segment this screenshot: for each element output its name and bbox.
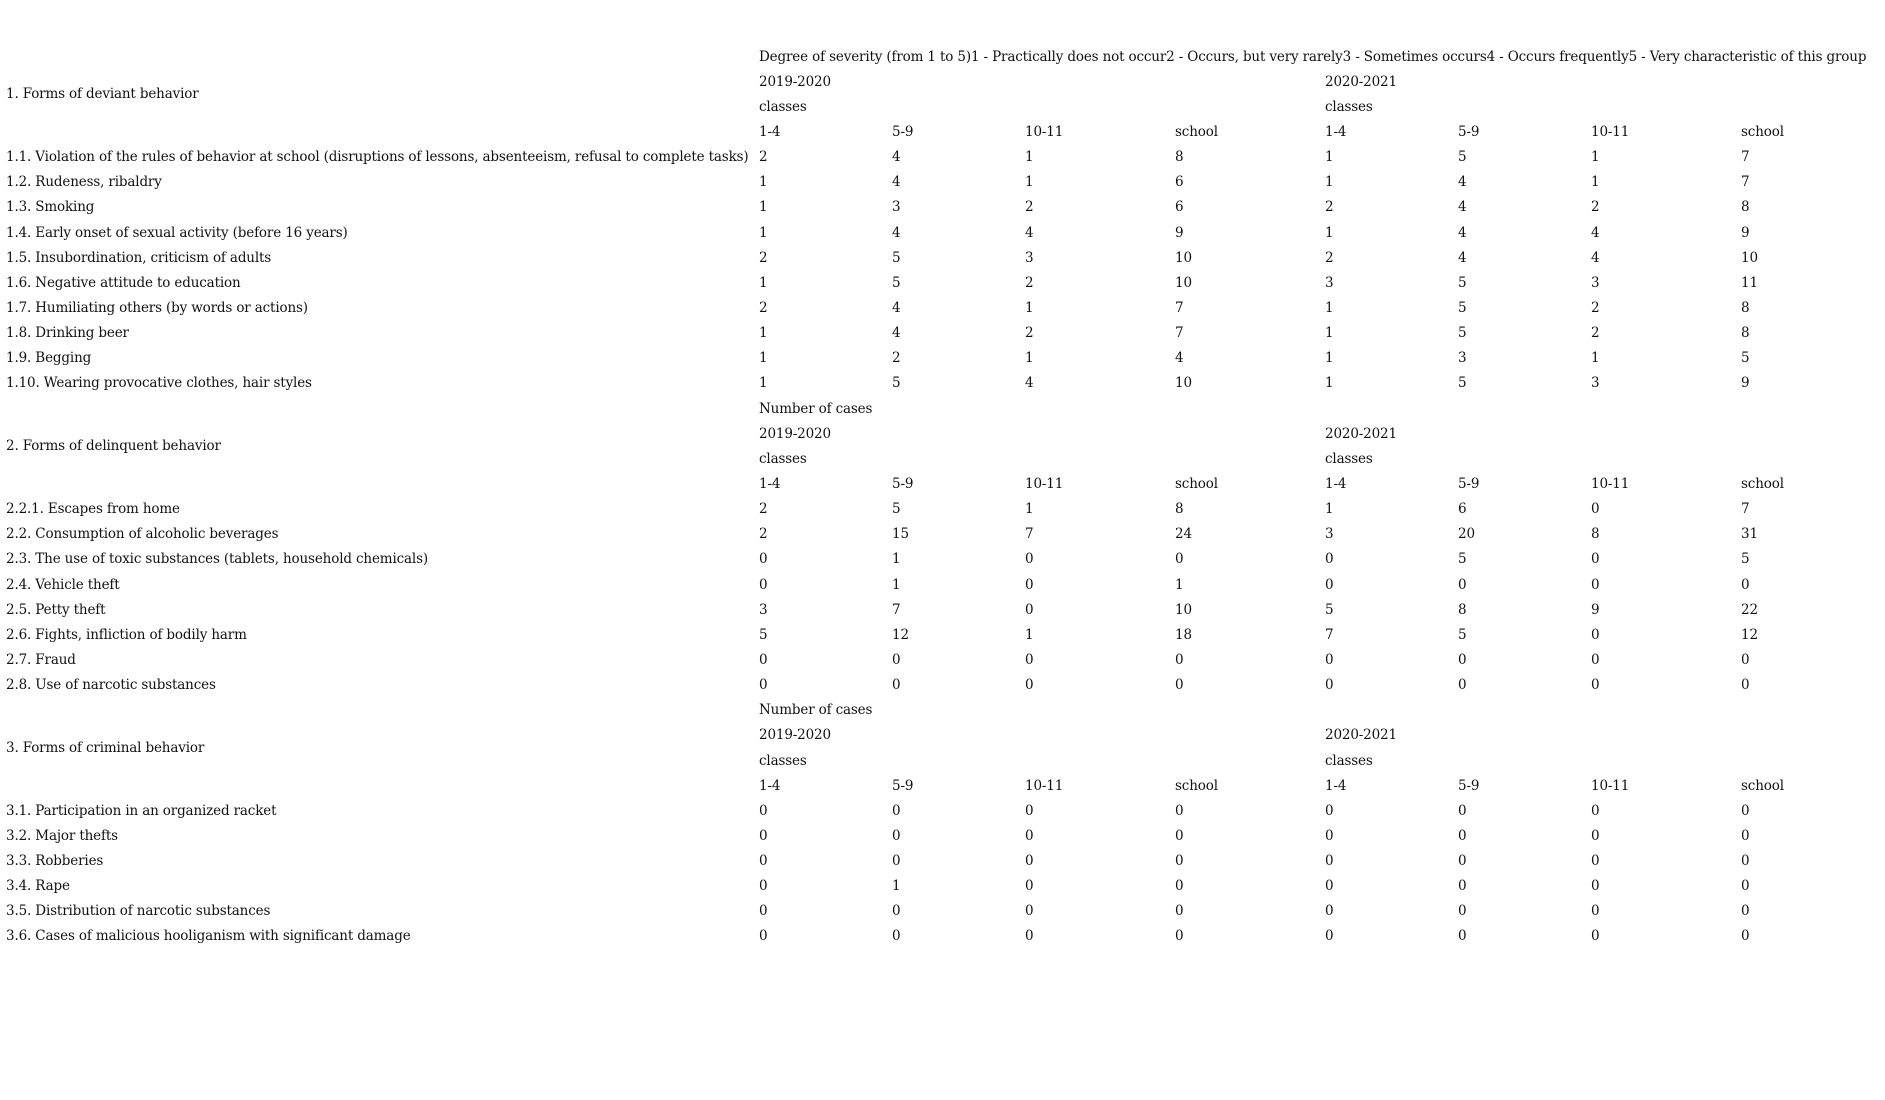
- year-label: 2019-2020: [759, 73, 831, 90]
- classes-label: classes: [759, 98, 807, 115]
- row-value: 3: [1325, 526, 1334, 543]
- row-value: 1: [759, 325, 768, 342]
- row-value: 0: [1175, 878, 1184, 895]
- row-value: 8: [1741, 199, 1750, 216]
- row-value: 0: [1025, 903, 1034, 920]
- row-value: 1: [1325, 501, 1334, 518]
- row-label: 3.4. Rape: [6, 878, 70, 895]
- row-value: 0: [1325, 677, 1334, 694]
- row-value: 0: [892, 651, 901, 668]
- row-label: 2.4. Vehicle theft: [6, 576, 120, 593]
- row-value: 10: [1175, 249, 1192, 266]
- year-label: 2020-2021: [1325, 73, 1397, 90]
- column-header: school: [1741, 123, 1784, 140]
- table-row: [6, 823, 1883, 848]
- row-value: 2: [1591, 299, 1600, 316]
- row-value: 0: [1458, 928, 1467, 945]
- row-value: 0: [1591, 501, 1600, 518]
- row-value: 9: [1741, 375, 1750, 392]
- row-value: 0: [759, 551, 768, 568]
- row-value: 0: [1741, 928, 1750, 945]
- row-value: 5: [892, 375, 901, 392]
- row-value: 0: [1591, 878, 1600, 895]
- row-value: 0: [1025, 677, 1034, 694]
- row-value: 3: [759, 601, 768, 618]
- row-value: 8: [1175, 501, 1184, 518]
- row-value: 4: [892, 224, 901, 241]
- row-value: 0: [1458, 651, 1467, 668]
- section-caption: Degree of severity (from 1 to 5)1 - Practically does not occur2 - Occurs, but very rarely3 - Sometimes occurs4 - Occurs frequently5 - Very characteristic of this group: [759, 48, 1867, 65]
- section-caption-row: [6, 44, 1883, 69]
- row-value: 8: [1741, 325, 1750, 342]
- table-row: [6, 295, 1883, 320]
- section-caption: Number of cases: [759, 702, 873, 719]
- row-value: 5: [1458, 299, 1467, 316]
- row-value: 4: [1458, 249, 1467, 266]
- row-value: 1: [1025, 501, 1034, 518]
- row-label: 2.2. Consumption of alcoholic beverages: [6, 526, 279, 543]
- row-value: 4: [1591, 249, 1600, 266]
- row-label: 1.6. Negative attitude to education: [6, 274, 241, 291]
- year-label: 2020-2021: [1325, 425, 1397, 442]
- year-label: 2019-2020: [759, 727, 831, 744]
- row-value: 7: [1325, 626, 1334, 643]
- row-value: 8: [1175, 149, 1184, 166]
- row-value: 1: [892, 878, 901, 895]
- row-value: 0: [1325, 853, 1334, 870]
- row-value: 1: [1325, 350, 1334, 367]
- row-value: 0: [759, 576, 768, 593]
- row-value: 6: [1175, 174, 1184, 191]
- column-header: school: [1175, 475, 1218, 492]
- column-header: 5-9: [892, 777, 914, 794]
- row-value: 0: [1025, 576, 1034, 593]
- row-label: 1.5. Insubordination, criticism of adults: [6, 249, 272, 266]
- row-value: 0: [1591, 903, 1600, 920]
- row-value: 5: [1458, 149, 1467, 166]
- row-value: 6: [1458, 501, 1467, 518]
- row-value: 1: [759, 224, 768, 241]
- row-value: 1: [1025, 350, 1034, 367]
- table-row: [6, 874, 1883, 899]
- row-value: 0: [1325, 651, 1334, 668]
- classes-label: classes: [759, 752, 807, 769]
- column-header: 1-4: [1325, 123, 1347, 140]
- table-row: [6, 899, 1883, 924]
- row-value: 20: [1458, 526, 1475, 543]
- row-value: 0: [759, 651, 768, 668]
- row-label: 1.9. Begging: [6, 350, 92, 367]
- row-value: 0: [1741, 576, 1750, 593]
- row-label: 3.1. Participation in an organized racket: [6, 802, 277, 819]
- row-value: 8: [1591, 526, 1600, 543]
- row-label: 1.2. Rudeness, ribaldry: [6, 174, 162, 191]
- row-value: 0: [1325, 903, 1334, 920]
- row-value: 1: [1325, 375, 1334, 392]
- row-value: 3: [1325, 274, 1334, 291]
- row-value: 0: [759, 827, 768, 844]
- row-value: 0: [1025, 827, 1034, 844]
- row-value: 2: [1325, 249, 1334, 266]
- classes-label: classes: [759, 450, 807, 467]
- row-value: 1: [1325, 299, 1334, 316]
- column-header: 5-9: [1458, 123, 1480, 140]
- row-value: 2: [1591, 325, 1600, 342]
- row-value: 0: [892, 853, 901, 870]
- row-label: 2.6. Fights, infliction of bodily harm: [6, 626, 247, 643]
- row-value: 24: [1175, 526, 1192, 543]
- row-value: 22: [1741, 601, 1758, 618]
- row-value: 0: [1175, 827, 1184, 844]
- column-header: 1-4: [759, 777, 781, 794]
- column-header: 5-9: [1458, 475, 1480, 492]
- row-value: 7: [1741, 149, 1750, 166]
- row-label: 2.8. Use of narcotic substances: [6, 677, 216, 694]
- column-header: school: [1175, 123, 1218, 140]
- table-row: [6, 522, 1883, 547]
- column-header: 1-4: [1325, 777, 1347, 794]
- section-title: 2. Forms of delinquent behavior: [6, 438, 221, 455]
- row-value: 2: [1025, 274, 1034, 291]
- row-value: 4: [892, 299, 901, 316]
- row-value: 0: [759, 677, 768, 694]
- row-value: 12: [1741, 626, 1758, 643]
- row-value: 0: [1175, 651, 1184, 668]
- row-value: 1: [1325, 224, 1334, 241]
- row-value: 0: [1741, 903, 1750, 920]
- row-value: 2: [1025, 199, 1034, 216]
- table-row: [6, 622, 1883, 647]
- row-value: 0: [1591, 626, 1600, 643]
- table-row: [6, 497, 1883, 522]
- table-row: [6, 572, 1883, 597]
- row-value: 4: [1458, 174, 1467, 191]
- table-row: [6, 145, 1883, 170]
- row-value: 1: [1025, 299, 1034, 316]
- year-label: 2019-2020: [759, 425, 831, 442]
- row-value: 2: [1591, 199, 1600, 216]
- row-value: 4: [1591, 224, 1600, 241]
- column-header: school: [1741, 777, 1784, 794]
- row-value: 12: [892, 626, 909, 643]
- row-value: 0: [759, 928, 768, 945]
- table-body: [6, 44, 1883, 949]
- row-label: 1.3. Smoking: [6, 199, 95, 216]
- row-value: 0: [1458, 802, 1467, 819]
- row-value: 11: [1741, 274, 1758, 291]
- row-value: 0: [1025, 551, 1034, 568]
- row-value: 0: [1025, 853, 1034, 870]
- row-value: 5: [1458, 375, 1467, 392]
- table-row: [6, 798, 1883, 823]
- row-value: 2: [759, 299, 768, 316]
- row-value: 1: [1591, 350, 1600, 367]
- row-value: 0: [1458, 576, 1467, 593]
- row-value: 0: [1741, 677, 1750, 694]
- row-value: 1: [759, 199, 768, 216]
- row-value: 1: [759, 174, 768, 191]
- row-value: 0: [1458, 827, 1467, 844]
- row-value: 9: [1591, 601, 1600, 618]
- row-value: 5: [1458, 325, 1467, 342]
- column-header: 5-9: [892, 123, 914, 140]
- row-value: 3: [892, 199, 901, 216]
- row-value: 0: [1025, 802, 1034, 819]
- section-caption-row: [6, 698, 1883, 723]
- row-value: 5: [892, 274, 901, 291]
- row-value: 0: [1025, 651, 1034, 668]
- row-value: 0: [892, 677, 901, 694]
- column-header: 5-9: [1458, 777, 1480, 794]
- row-value: 5: [1325, 601, 1334, 618]
- row-value: 4: [892, 325, 901, 342]
- row-value: 6: [1175, 199, 1184, 216]
- row-label: 2.2.1. Escapes from home: [6, 501, 180, 518]
- column-header: 10-11: [1025, 123, 1064, 140]
- row-value: 5: [1741, 551, 1750, 568]
- row-value: 1: [1025, 174, 1034, 191]
- row-label: 3.5. Distribution of narcotic substances: [6, 903, 271, 920]
- row-value: 1: [1325, 325, 1334, 342]
- row-label: 2.5. Petty theft: [6, 601, 106, 618]
- classes-label: classes: [1325, 98, 1373, 115]
- row-value: 1: [1025, 626, 1034, 643]
- row-value: 5: [1458, 274, 1467, 291]
- row-value: 1: [1591, 149, 1600, 166]
- row-value: 4: [1025, 224, 1034, 241]
- table-row: [6, 371, 1883, 396]
- row-label: 1.8. Drinking beer: [6, 325, 129, 342]
- row-value: 5: [759, 626, 768, 643]
- row-value: 3: [1458, 350, 1467, 367]
- row-value: 2: [1325, 199, 1334, 216]
- row-value: 4: [1458, 224, 1467, 241]
- row-value: 3: [1591, 375, 1600, 392]
- row-value: 0: [1325, 827, 1334, 844]
- row-label: 1.1. Violation of the rules of behavior at school (disruptions of lessons, absenteeism, refusal to complete tasks): [6, 149, 749, 166]
- row-value: 8: [1458, 601, 1467, 618]
- row-value: 0: [892, 802, 901, 819]
- column-header: 10-11: [1591, 475, 1630, 492]
- row-value: 0: [1591, 853, 1600, 870]
- table-row: [6, 597, 1883, 622]
- table-row: [6, 270, 1883, 295]
- row-value: 8: [1741, 299, 1750, 316]
- table-row: [6, 547, 1883, 572]
- row-value: 1: [759, 375, 768, 392]
- row-value: 0: [759, 853, 768, 870]
- behavior-statistics-table: [6, 44, 1883, 949]
- classes-label: classes: [1325, 752, 1373, 769]
- row-value: 0: [759, 878, 768, 895]
- section-title: 3. Forms of criminal behavior: [6, 739, 205, 756]
- row-value: 1: [1325, 174, 1334, 191]
- table-row: [6, 170, 1883, 195]
- row-value: 0: [1175, 677, 1184, 694]
- row-value: 4: [892, 149, 901, 166]
- row-value: 1: [892, 576, 901, 593]
- row-value: 4: [892, 174, 901, 191]
- row-value: 5: [892, 249, 901, 266]
- row-value: 10: [1741, 249, 1758, 266]
- row-value: 10: [1175, 601, 1192, 618]
- row-value: 7: [1175, 299, 1184, 316]
- row-label: 3.6. Cases of malicious hooliganism with significant damage: [6, 928, 411, 945]
- row-value: 1: [1591, 174, 1600, 191]
- row-value: 0: [1325, 878, 1334, 895]
- row-value: 1: [759, 274, 768, 291]
- column-header: 10-11: [1591, 123, 1630, 140]
- section-title: 1. Forms of deviant behavior: [6, 86, 199, 103]
- row-value: 4: [1025, 375, 1034, 392]
- row-value: 0: [1325, 802, 1334, 819]
- column-header: 1-4: [759, 475, 781, 492]
- row-value: 0: [1175, 853, 1184, 870]
- row-value: 0: [1591, 928, 1600, 945]
- row-value: 0: [1325, 551, 1334, 568]
- column-header: 10-11: [1591, 777, 1630, 794]
- row-label: 1.7. Humiliating others (by words or actions): [6, 299, 308, 316]
- row-value: 2: [759, 249, 768, 266]
- section-caption: Number of cases: [759, 400, 873, 417]
- row-value: 0: [1025, 601, 1034, 618]
- row-value: 0: [1175, 903, 1184, 920]
- row-value: 0: [1458, 903, 1467, 920]
- row-value: 0: [1741, 853, 1750, 870]
- table-row: [6, 673, 1883, 698]
- row-value: 0: [1591, 827, 1600, 844]
- row-value: 0: [1175, 802, 1184, 819]
- row-value: 0: [1591, 802, 1600, 819]
- row-value: 2: [892, 350, 901, 367]
- row-value: 0: [1025, 928, 1034, 945]
- row-value: 0: [1741, 827, 1750, 844]
- row-value: 3: [1025, 249, 1034, 266]
- row-value: 31: [1741, 526, 1758, 543]
- column-header: 1-4: [759, 123, 781, 140]
- table-row: [6, 647, 1883, 672]
- row-value: 3: [1591, 274, 1600, 291]
- row-value: 1: [1175, 576, 1184, 593]
- row-value: 1: [892, 551, 901, 568]
- table-row: [6, 924, 1883, 949]
- row-value: 4: [1458, 199, 1467, 216]
- row-value: 0: [1591, 677, 1600, 694]
- row-value: 0: [1458, 853, 1467, 870]
- row-label: 1.4. Early onset of sexual activity (before 16 years): [6, 224, 348, 241]
- column-header: school: [1741, 475, 1784, 492]
- table-row: [6, 245, 1883, 270]
- row-value: 5: [1741, 350, 1750, 367]
- row-value: 0: [1741, 802, 1750, 819]
- row-label: 2.3. The use of toxic substances (tablets, household chemicals): [6, 551, 428, 568]
- year-label: 2020-2021: [1325, 727, 1397, 744]
- table-row: [6, 220, 1883, 245]
- row-value: 0: [1591, 576, 1600, 593]
- row-value: 15: [892, 526, 909, 543]
- row-value: 5: [1458, 551, 1467, 568]
- row-value: 0: [1175, 928, 1184, 945]
- column-header: school: [1175, 777, 1218, 794]
- table-row: [6, 849, 1883, 874]
- row-value: 7: [1741, 174, 1750, 191]
- row-value: 2: [759, 149, 768, 166]
- row-value: 9: [1741, 224, 1750, 241]
- row-value: 2: [1025, 325, 1034, 342]
- row-value: 5: [892, 501, 901, 518]
- row-value: 0: [1325, 928, 1334, 945]
- row-label: 3.3. Robberies: [6, 853, 104, 870]
- row-value: 0: [892, 827, 901, 844]
- row-value: 0: [892, 928, 901, 945]
- row-value: 7: [892, 601, 901, 618]
- section-caption-row: [6, 396, 1883, 421]
- row-value: 0: [1325, 576, 1334, 593]
- table-row: [6, 321, 1883, 346]
- row-value: 0: [1741, 651, 1750, 668]
- row-value: 4: [1175, 350, 1184, 367]
- row-value: 9: [1175, 224, 1184, 241]
- table-row: [6, 346, 1883, 371]
- row-value: 0: [1741, 878, 1750, 895]
- row-label: 1.10. Wearing provocative clothes, hair styles: [6, 375, 312, 392]
- row-value: 18: [1175, 626, 1192, 643]
- row-value: 0: [1458, 878, 1467, 895]
- row-value: 0: [1458, 677, 1467, 694]
- row-value: 5: [1458, 626, 1467, 643]
- row-value: 0: [1591, 651, 1600, 668]
- classes-label: classes: [1325, 450, 1373, 467]
- column-header: 5-9: [892, 475, 914, 492]
- row-value: 1: [1325, 149, 1334, 166]
- row-value: 0: [1175, 551, 1184, 568]
- row-value: 1: [759, 350, 768, 367]
- row-label: 3.2. Major thefts: [6, 827, 118, 844]
- row-value: 7: [1025, 526, 1034, 543]
- row-value: 1: [1025, 149, 1034, 166]
- row-value: 0: [1025, 878, 1034, 895]
- row-value: 7: [1175, 325, 1184, 342]
- row-value: 7: [1741, 501, 1750, 518]
- table-row: [6, 195, 1883, 220]
- row-value: 2: [759, 501, 768, 518]
- row-value: 0: [759, 903, 768, 920]
- row-value: 2: [759, 526, 768, 543]
- column-header: 1-4: [1325, 475, 1347, 492]
- row-value: 10: [1175, 274, 1192, 291]
- row-value: 10: [1175, 375, 1192, 392]
- row-label: 2.7. Fraud: [6, 651, 76, 668]
- row-value: 0: [1591, 551, 1600, 568]
- row-value: 0: [759, 802, 768, 819]
- row-value: 0: [892, 903, 901, 920]
- column-header: 10-11: [1025, 777, 1064, 794]
- column-header: 10-11: [1025, 475, 1064, 492]
